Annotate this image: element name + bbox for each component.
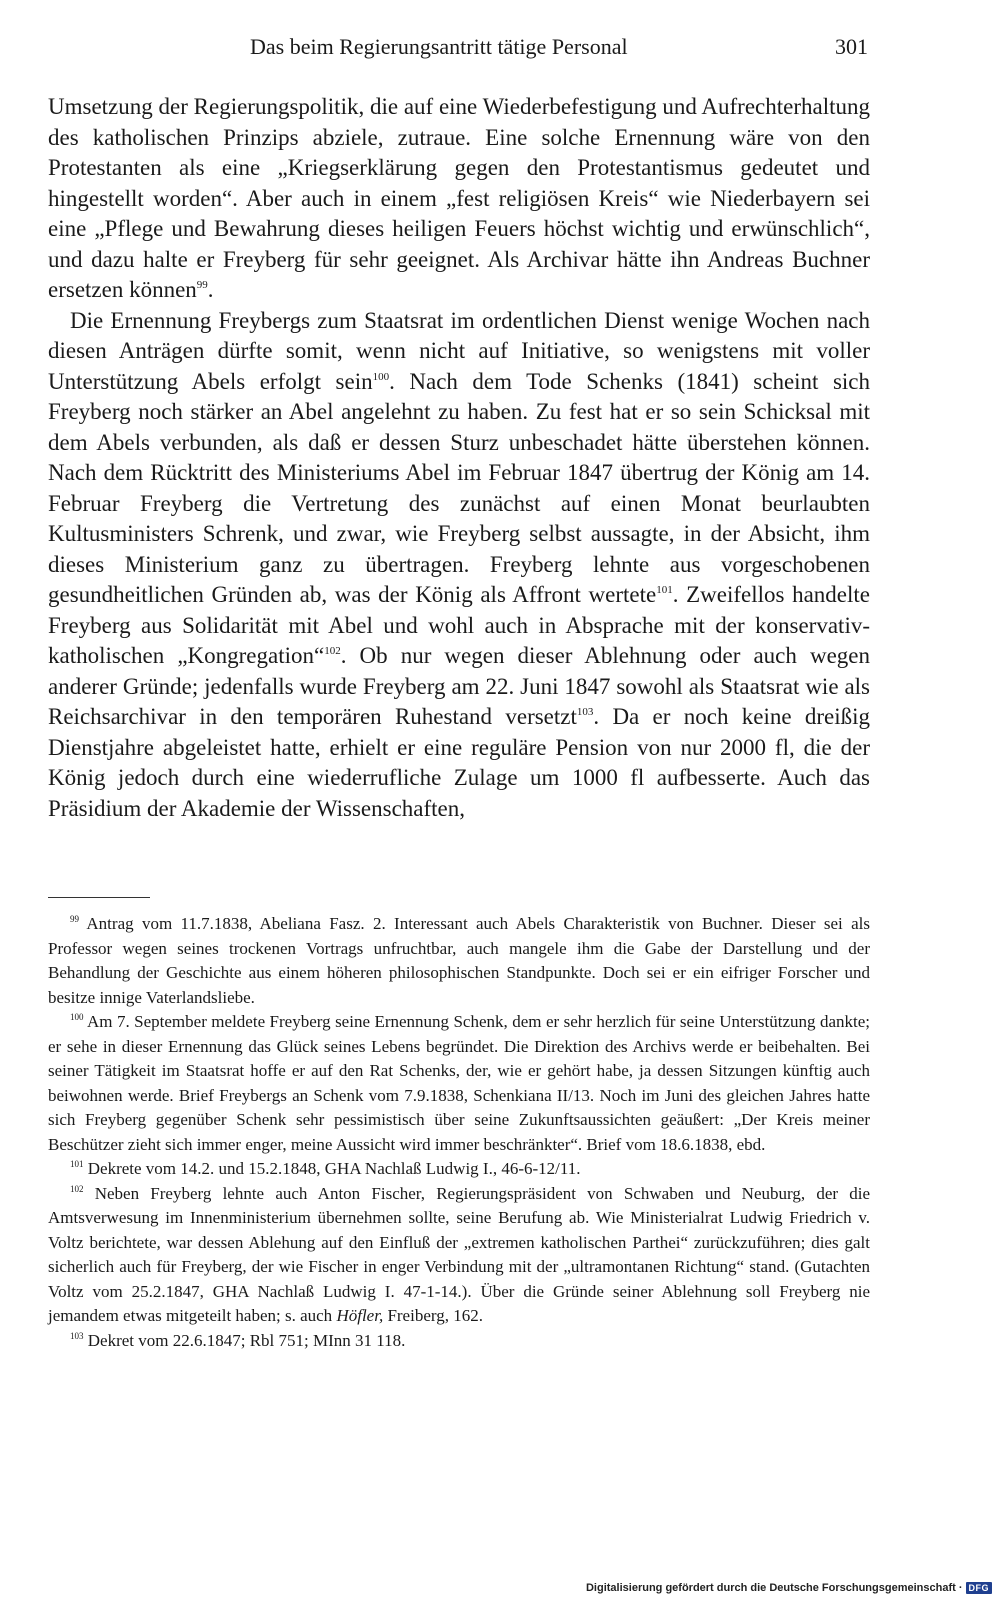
footnote-text: Am 7. September meldete Freyberg seine Ernennung Schenk, dem er sehr herzlich für seine Unterstützung dankte; er sehe in dieser Ernennung das Glück seines Lebens begründet. Die Direktion des Archivs werde er beibehalten. Bei seiner Tätigkeit im Staatsrat hoffe er auf den Rat Schenks, der, wie er gehört habe, ja dessen Sitzungen künftig auch beiwohnen werde. Brief Freybergs an Schenk vom 7.9.1838, Schenkiana II/13. Noch im Juni des gleichen Jahres hatte sich Freyberg gegenüber Schenk sehr pessimistisch über seine Zukunftsaussichten geäußert: „Der Kreis meiner Beschützer zieht sich immer enger, meine Aussicht wird immer beschränkter“. Brief vom 18.6.1838, ebd. <box>48 1012 870 1154</box>
running-header <box>48 34 868 66</box>
footnote-99 <box>48 912 870 1010</box>
footnote-number: 100 <box>70 1012 84 1022</box>
footnote-author-italic: Höfler, <box>336 1306 384 1325</box>
dfg-logo-icon: DFG <box>966 1582 993 1594</box>
footnotes <box>48 912 870 1353</box>
footnote-separator <box>48 897 150 898</box>
paragraph-2-text-b: . Nach dem Tode Schenks (1841) scheint sich Freyberg noch stärker an Abel angelehnt zu haben. Zu fest hat er so sein Schicksal mit dem Abels verbunden, als daß er dessen Sturz unbeschadet hätte überstehen können. Nach dem Rücktritt des Ministeriums Abel im Februar 1847 übertrug der König am 14. Februar Freyberg die Vertretung des zunächst auf einen Monat beurlaubten Kultusministers Schrenk, und zwar, wie Freyberg selbst aussagte, in der Absicht, ihm dieses Ministerium ganz zu übertragen. Freyberg lehnte aus vorgeschobenen gesundheitlichen Gründen ab, was der König als Affront wertete <box>48 368 870 607</box>
running-title: Das beim Regierungsantritt tätige Personal <box>250 34 628 59</box>
footnote-101 <box>48 1157 870 1182</box>
paragraph-1-end: . <box>207 277 214 302</box>
footnote-text: Antrag vom 11.7.1838, Abeliana Fasz. 2. Interessant auch Abels Charakteristik von Buchner. Dieser sei als Professor wegen seines trockenen Vortrags unfruchtbar, auch mangele ihm die Gabe der Darstellung und der Behandlung der Geschichte aus einem höheren philosophischen Standpunkte. Doch sei er ein eifriger Forscher und besitze innige Vaterlandsliebe. <box>48 914 870 1007</box>
footnote-number: 101 <box>70 1159 84 1169</box>
main-text <box>48 92 870 824</box>
paragraph-2 <box>48 306 870 825</box>
footnote-ref-100[interactable]: 100 <box>372 370 390 383</box>
paragraph-2-text-c: . Zweifellos handelte Freyberg aus Solidarität mit Abel und wohl auch in Absprache mit der konservativ-katholischen „Kongregation“ <box>48 582 871 668</box>
footnote-text: Neben Freyberg lehnte auch Anton Fischer, Regierungspräsident von Schwaben und Neuburg, der die Amtsverwesung im Innenministerium übernehmen sollte, seine Berufung ab. Wie Ministerialrat Ludwig Friedrich v. Voltz berichtete, war dessen Ablehung auf den Einfluß der „extremen katholischen Parthei“ zurückzuführen; dies galt sicherlich auch für Freyberg, der wie Fischer in enger Verbindung mit der „ultramontanen Richtung“ stand. (Gutachten Voltz vom 25.2.1847, GHA Nachlaß Ludwig I. 47-1-14.). Über die Gründe seiner Ablehnung soll Freyberg nie jemandem etwas mitgeteilt haben; s. auch <box>48 1183 871 1325</box>
paragraph-2-text-d: . Ob nur wegen dieser Ablehnung oder auch wegen anderer Gründe; jedenfalls wurde Freyberg am 22. Juni 1847 sowohl als Staatsrat wie als Reichsarchivar in den temporären Ruhestand versetzt <box>48 643 870 729</box>
paragraph-1-text: Umsetzung der Regierungspolitik, die auf eine Wiederbefestigung und Aufrechterhaltung des katholischen Prinzips abziele, zutraue. Eine solche Ernennung wäre von den Protestanten als eine „Kriegserklärung gegen den Protestantismus gedeutet und hingestellt worden“. Aber auch in einem „fest religiösen Kreis“ wie Niederbayern sei eine „Pflege und Bewahrung dieses heiligen Feuers höchst wichtig und erwünschlich“, und dazu halte er Freyberg für sehr geeignet. Als Archivar hätte ihn Andreas Buchner ersetzen können <box>48 94 870 302</box>
footnote-ref-102[interactable]: 102 <box>324 645 341 657</box>
footnote-text-end: Freiberg, 162. <box>383 1306 483 1325</box>
footnote-ref-103[interactable]: 103 <box>576 706 594 718</box>
footnote-ref-101[interactable]: 101 <box>656 584 673 596</box>
page-number: 301 <box>835 34 868 59</box>
footnote-text: Dekret vom 22.6.1847; Rbl 751; MInn 31 118. <box>87 1330 406 1350</box>
paragraph-2-text-a: Die Ernennung Freybergs zum Staatsrat im ordentlichen Dienst wenige Wochen nach diesen Anträgen dürfte somit, wenn nicht auf Initiative, so wenigstens mit voller Unterstützung Abels erfolgt sein <box>48 307 870 394</box>
footnote-text: Dekrete vom 14.2. und 15.2.1848, GHA Nachlaß Ludwig I., 46-6-12/11. <box>87 1159 581 1178</box>
footnote-number: 102 <box>70 1183 84 1194</box>
footnote-ref-99[interactable]: 99 <box>196 279 208 291</box>
digitization-credit <box>586 1582 992 1594</box>
footnote-number: 99 <box>70 914 79 924</box>
credit-text: Digitalisierung gefördert durch die Deutsche Forschungsgemeinschaft · <box>585 1582 963 1594</box>
footnote-103 <box>48 1329 870 1354</box>
paragraph-2-text-e: . Da er noch keine dreißig Dienstjahre abgeleistet hatte, erhielt er eine reguläre Pension von nur 2000 fl, die der König jedoch durch eine wiederrufliche Zulage um 1000 fl aufbesserte. Auch das Präsidium der Akademie der Wissenschaften, <box>48 704 870 821</box>
footnote-102 <box>48 1182 870 1329</box>
footnote-number: 103 <box>70 1330 84 1341</box>
footnote-100 <box>48 1010 870 1157</box>
paragraph-1 <box>48 92 870 306</box>
